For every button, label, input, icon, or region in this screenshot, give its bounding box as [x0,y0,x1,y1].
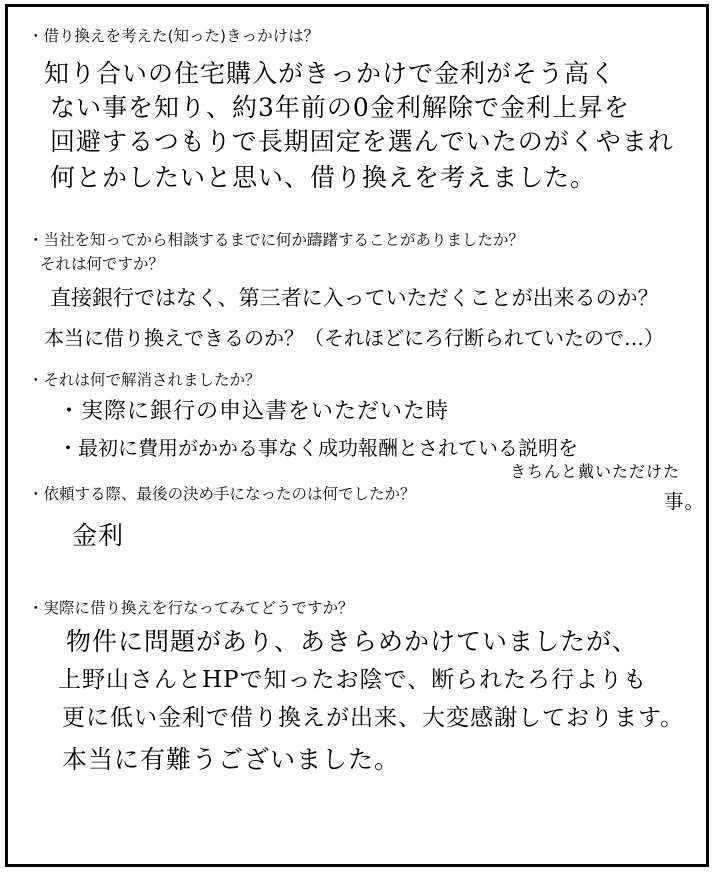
question-deciding-factor: ・依頼する際、最後の決め手になったのは何でしたか？ [28,485,416,503]
answer1-line3: 回避するつもりで長期固定を選んでいたのがくやまれ [50,127,674,156]
answer3-end: 事。 [664,490,706,513]
question-hesitation: ・当社を知ってから相談するまでに何か躊躇することがありましたか？ [28,231,525,249]
answer5-line2: 上野山さんとHPで知ったお陰で、断られたろ行よりも [58,667,648,693]
question-resolution: ・それは何で解消されましたか？ [28,371,261,389]
answer1-line2: ない事を知り、約3年前の0金利解除で金利上昇を [50,93,630,122]
answer5-line1: 物件に問題があり、あきらめかけていましたが、 [66,627,639,656]
answer3-insert: きちんと戴いただけた [510,462,681,481]
answer2-line2: 本当に借り換えできるのか？（それほどにろ行断られていたので…） [44,326,664,350]
question-experience: ・実際に借り換えを行なってみてどうですか？ [28,599,354,617]
answer3-line2: ・最初に費用がかかる事なく成功報酬とされている説明を [58,436,578,460]
answer4: 金利 [72,521,125,550]
answer5-line4: 本当に有難うございました。 [62,745,401,774]
answer2-line1: 直接銀行ではなく、第三者に入っていただくことが出来るのか？ [50,286,659,310]
answer1-line1: 知り合いの住宅購入がきっかけで金利がそう高く [44,59,617,88]
question-trigger: ・借り換えを考えた(知った)きっかけは？ [28,27,320,45]
answer3-line1: ・実際に銀行の申込書をいただいた時 [58,399,450,424]
question-hesitation-sub: それは何ですか？ [40,255,165,273]
answer1-line4: 何とかしたいと思い、借り換えを考えました。 [50,163,597,192]
answer5-line3: 更に低い金利で借り換えが出来、大変感謝しております。 [62,705,685,731]
